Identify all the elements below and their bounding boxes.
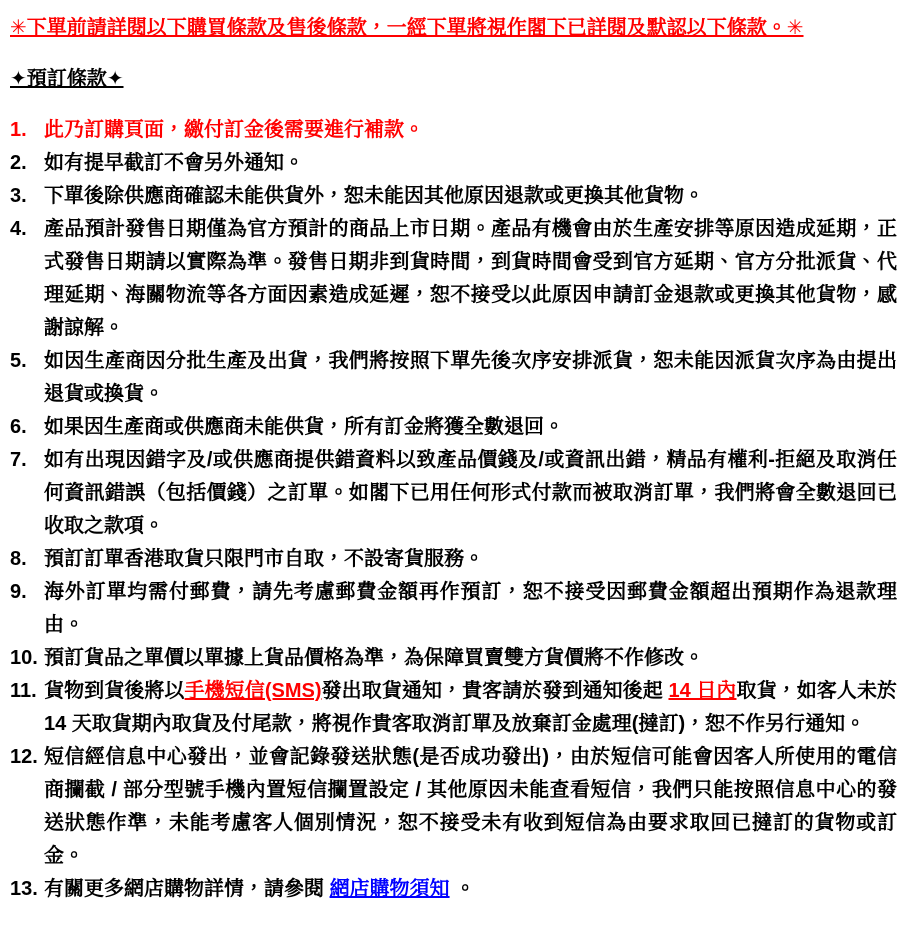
term-item-5 — [10, 345, 897, 411]
term-number: 3. — [10, 185, 27, 207]
term-number: 4. — [10, 218, 27, 240]
term-item-1 — [10, 114, 897, 147]
term-number: 1. — [10, 119, 27, 141]
term-text — [44, 543, 897, 576]
term-1-text: 此乃訂購頁面，繳付訂金後需要進行補款。 — [44, 119, 424, 141]
term-item-9 — [10, 576, 897, 642]
term-13-text: 。 — [449, 878, 476, 900]
term-11-text: 取貨，如客人未於 14 天取貨期內取貨及付尾款，將視作貴客取消訂單及放棄訂金處理(撻訂)，恕不作另行通知。 — [44, 680, 898, 735]
term-number: 2. — [10, 152, 27, 174]
term-6-text: 如果因生產商或供應商未能供貨，所有訂金將獲全數退回。 — [44, 416, 564, 438]
term-number: 11. — [10, 680, 37, 702]
term-number: 8. — [10, 548, 27, 570]
term-item-6 — [10, 411, 897, 444]
term-item-8 — [10, 543, 897, 576]
term-text — [44, 642, 897, 675]
term-text — [44, 345, 897, 411]
term-number: 13. — [10, 878, 38, 900]
term-text — [44, 873, 897, 906]
term-text — [44, 576, 897, 642]
term-item-13 — [10, 873, 897, 906]
term-text — [44, 444, 897, 543]
term-2-text: 如有提早截訂不會另外通知。 — [44, 152, 304, 174]
term-4-text: 產品預計發售日期僅為官方預計的商品上市日期。產品有機會由於生產安排等原因造成延期，正式發售日期請以實際為準。發售日期非到貨時間，到貨時間會受到官方延期、官方分批派貨、代理延期、海關物流等各方面因素造成延遲，恕不接受以此原因申請訂金退款或更換其他貨物，感謝諒解。 — [44, 218, 897, 339]
shop-guide-link[interactable]: 網店購物須知 — [329, 878, 450, 900]
sms-emphasis: 手機短信(SMS) — [184, 680, 322, 702]
term-text — [44, 180, 897, 213]
term-text — [44, 213, 897, 345]
term-5-text: 如因生產商因分批生產及出貨，我們將按照下單先後次序安排派貨，恕未能因派貨次序為由提出退貨或換貨。 — [44, 350, 897, 405]
term-text — [44, 147, 897, 180]
term-13-text: 有關更多網店購物詳情，請參閱 — [44, 878, 330, 900]
term-item-4 — [10, 213, 897, 345]
term-number: 12. — [10, 746, 38, 768]
term-item-2 — [10, 147, 897, 180]
term-9-text: 海外訂單均需付郵費，請先考慮郵費金額再作預訂，恕不接受因郵費金額超出預期作為退款理由。 — [44, 581, 897, 636]
term-11-text: 貨物到貨後將以 — [44, 680, 185, 702]
term-item-10 — [10, 642, 897, 675]
term-3-text: 下單後除供應商確認未能供貨外，恕未能因其他原因退款或更換其他貨物。 — [44, 185, 704, 207]
term-number: 7. — [10, 449, 27, 471]
term-item-3 — [10, 180, 897, 213]
term-11-text: 發出取貨通知，貴客請於發到通知後起 — [321, 680, 669, 702]
term-text — [44, 411, 897, 444]
term-text — [44, 114, 897, 147]
preorder-terms-document — [10, 12, 897, 906]
term-8-text: 預訂訂單香港取貨只限門市自取，不設寄貨服務。 — [44, 548, 484, 570]
term-text — [44, 675, 897, 741]
terms-list — [10, 114, 897, 906]
section-title-preorder-terms: ✦預訂條款✦ — [10, 68, 124, 90]
notice-header: ✳下單前請詳閱以下購買條款及售後條款，一經下單將視作閣下已詳閱及默認以下條款。✳ — [10, 17, 804, 39]
term-item-11 — [10, 675, 897, 741]
term-7-text: 如有出現因錯字及/或供應商提供錯資料以致產品價錢及/或資訊出錯，精品有權利-拒絕及取消任何資訊錯誤（包括價錢）之訂單。如閣下已用任何形式付款而被取消訂單，我們將會全數退回已收取之款項。 — [44, 449, 897, 537]
term-number: 6. — [10, 416, 27, 438]
term-number: 9. — [10, 581, 27, 603]
term-number: 5. — [10, 350, 27, 372]
term-text — [44, 741, 897, 873]
term-item-7 — [10, 444, 897, 543]
term-number: 10. — [10, 647, 38, 669]
term-item-12 — [10, 741, 897, 873]
term-12-text: 短信經信息中心發出，並會記錄發送狀態(是否成功發出)，由於短信可能會因客人所使用的電信商攔截 / 部分型號手機內置短信攔置設定 / 其他原因未能查看短信，我們只能按照信息中心的發送狀態作準，未能考慮客人個別情況，恕不接受未有收到短信為由要求取回已撻訂的貨物或訂金。 — [44, 746, 897, 867]
term-10-text: 預訂貨品之單價以單據上貨品價格為準，為保障買賣雙方貨價將不作修改。 — [44, 647, 704, 669]
pickup-deadline-emphasis: 14 日內 — [668, 680, 737, 702]
